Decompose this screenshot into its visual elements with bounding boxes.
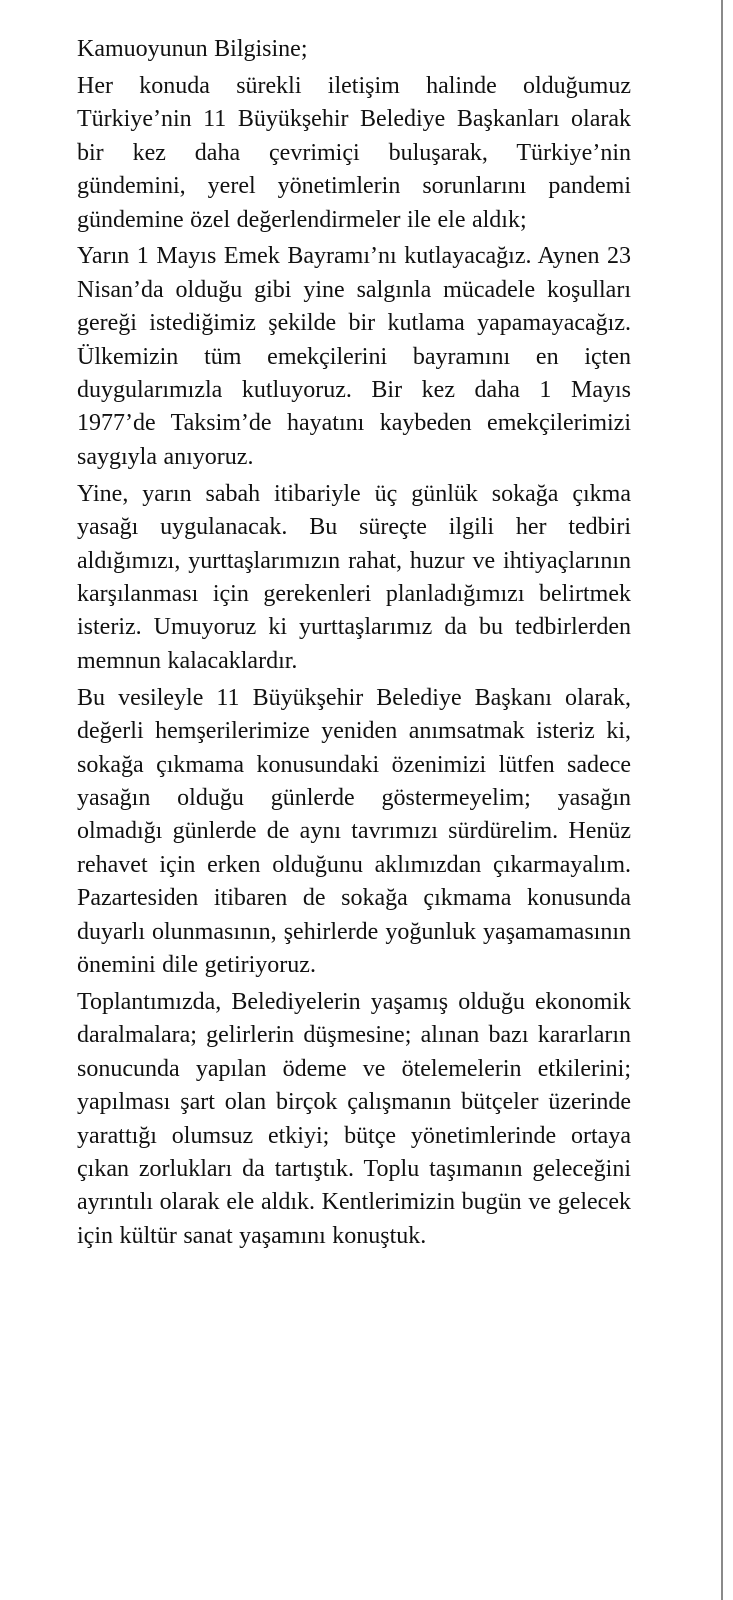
paragraph-meeting: Toplantımızda, Belediyelerin yaşamış olduğu ekonomik daralmalara; gelirlerin düşmesine; alınan bazı kararların sonucunda yapılan ödeme ve ötelemelerin etkilerini; yapılması şart olan birçok çalışmanın bütçeler üzerinde yarattığı olumsuz etkiyi; bütçe yönetimlerinde ortaya çıkan zorlukları da tartıştık. Toplu taşımanın geleceğini ayrıntılı olarak ele aldık. Kentlerimizin bugün ve gelecek için kültür sanat yaşamını konuştuk. [77, 988, 631, 1249]
paragraph-curfew: Yine, yarın sabah itibariyle üç günlük sokağa çıkma yasağı uygulanacak. Bu süreçte ilgili her tedbiri aldığımızı, yurttaşlarımızın rahat, huzur ve ihtiyaçlarının karşılanması için gerekenleri planladığımızı belirtmek isteriz. Umuyoruz ki yurttaşlarımız da bu tedbirlerden memnun kalacaklardır. [77, 480, 631, 674]
paragraph-may-day: Yarın 1 Mayıs Emek Bayramı’nı kutlayacağız. Aynen 23 Nisan’da olduğu gibi yine salgınla mücadele koşulları gereği istediğimiz şekilde bir kutlama yapamayacağız. Ülkemizin tüm emekçilerini bayramını en içten duygularımızla kutluyoruz. Bir kez daha 1 Mayıs 1977’de Taksim’de hayatını kaybeden emekçilerimizi saygıyla anıyoruz. [77, 243, 631, 470]
greeting-line: Kamuoyunun Bilgisine; [77, 36, 308, 62]
statement-text [77, 33, 631, 1253]
paragraph-intro: Her konuda sürekli iletişim halinde olduğumuz Türkiye’nin 11 Büyükşehir Belediye Başkanları olarak bir kez daha çevrimiçi buluşarak, Türkiye’nin gündemini, yerel yönetimlerin sorunlarını pandemi gündemine özel değerlendirmeler ile ele aldık; [77, 72, 631, 233]
page-edge-divider [721, 0, 723, 1600]
paragraph-reminder: Bu vesileyle 11 Büyükşehir Belediye Başkanı olarak, değerli hemşerilerimize yeniden anımsatmak isteriz ki, sokağa çıkmama konusundaki özenimizi lütfen sadece yasağın olduğu günlerde göstermeyelim; yasağın olmadığı günlerde de aynı tavrımızı sürdürelim. Henüz rehavet için erken olduğunu aklımızdan çıkarmayalım. Pazartesiden itibaren de sokağa çıkmama konusunda duyarlı olunmasının, şehirlerde yoğunluk yaşamamasının önemini dile getiriyoruz. [77, 684, 631, 978]
